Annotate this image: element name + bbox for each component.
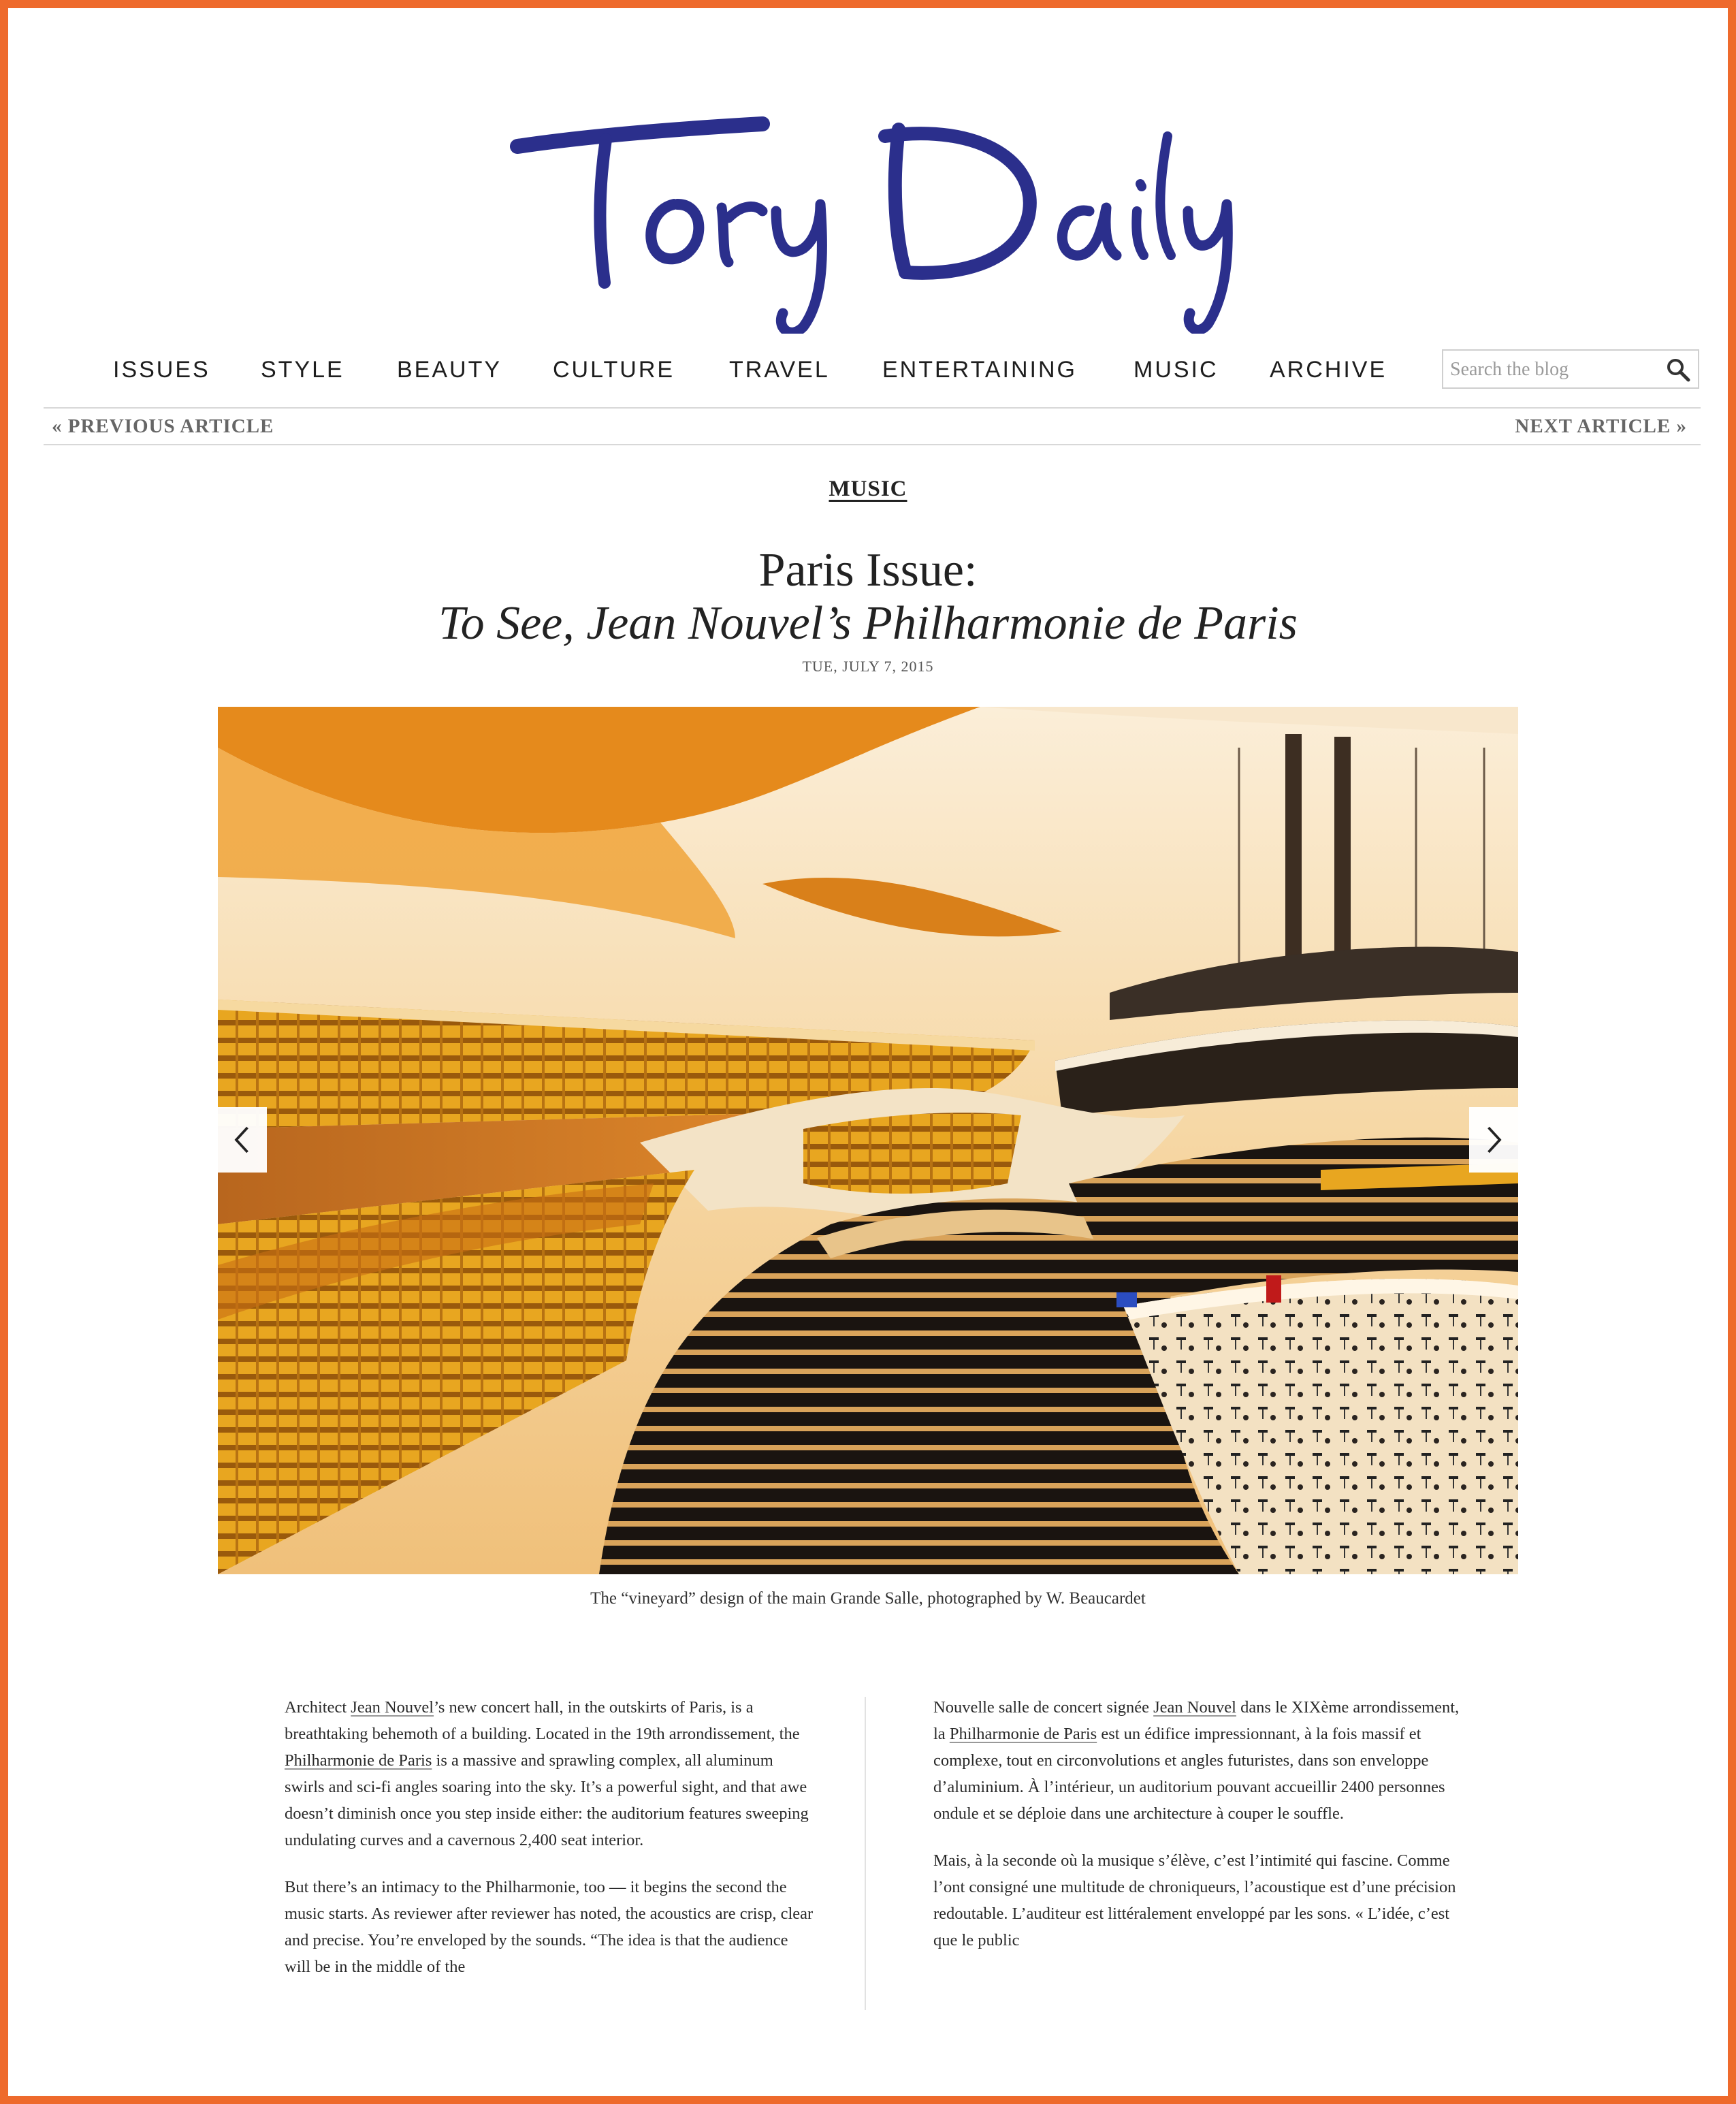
- nav-item-culture[interactable]: CULTURE: [553, 357, 675, 383]
- next-article-link[interactable]: NEXT ARTICLE »: [1515, 415, 1687, 437]
- nav-item-style[interactable]: STYLE: [261, 357, 344, 383]
- philharmonie-link-fr[interactable]: Philharmonie de Paris: [949, 1725, 1097, 1743]
- philharmonie-link[interactable]: Philharmonie de Paris: [285, 1751, 432, 1770]
- nav-item-archive[interactable]: ARCHIVE: [1270, 357, 1387, 383]
- jean-nouvel-link-fr[interactable]: Jean Nouvel: [1153, 1698, 1236, 1717]
- concert-hall-photo: [218, 707, 1518, 1574]
- article-title-line2: To See, Jean Nouvel’s Philharmonie de Paris: [438, 597, 1298, 650]
- article-body-french: [933, 1694, 1464, 1974]
- brand-logo[interactable]: [504, 109, 1239, 334]
- nav-item-beauty[interactable]: BEAUTY: [397, 357, 502, 383]
- chevron-right-icon: [1483, 1124, 1504, 1155]
- search-input[interactable]: [1443, 351, 1656, 389]
- french-paragraph-2: Mais, à la seconde où la musique s’élève, c’est l’intimité qui fascine. Comme l’ont consigné une multitude de chroniqueurs, l’acoustique est d’une précision redoutable. L’auditeur est littéralement enveloppé par les sons. « L’idée, c’est que le public: [933, 1851, 1456, 1949]
- english-paragraph-2: But there’s an intimacy to the Philharmonie, too — it begins the second the music starts. As reviewer after reviewer has noted, the acoustics are crisp, clear and precise. You’re enveloped by the sounds. “The idea is that the audience will be in the middle of the: [285, 1878, 814, 1976]
- search-icon[interactable]: [1665, 357, 1691, 383]
- hero-image: [218, 707, 1518, 1574]
- nav-item-entertaining[interactable]: ENTERTAINING: [882, 357, 1077, 383]
- divider-bottom: [44, 444, 1701, 445]
- article-title-line1: Paris Issue:: [758, 544, 978, 596]
- slider-prev-button[interactable]: [218, 1107, 267, 1173]
- nav-item-issues[interactable]: ISSUES: [113, 357, 210, 383]
- nav-item-music[interactable]: MUSIC: [1134, 357, 1219, 383]
- french-paragraph-1: Nouvelle salle de concert signée Jean Nouvel dans le XIXème arrondissement, la Philharmonie de Paris est un édifice impressionnant, à la fois massif et complexe, tout en circonvolutions et angles futuristes, dans son enveloppe d’aluminium. À l’intérieur, un auditorium pouvant accueillir 2400 personnes ondule et se déploie dans une architecture à couper le souffle.: [933, 1698, 1460, 1823]
- previous-article-link[interactable]: « PREVIOUS ARTICLE: [52, 415, 274, 437]
- english-paragraph-1: Architect Jean Nouvel’s new concert hall, in the outskirts of Paris, is a breathtaking behemoth of a building. Located in the 19th arrondissement, the Philharmonie de Paris is a massive and sprawling complex, all aluminum swirls and sci-fi angles soaring into the sky. It’s a powerful sight, and that awe doesn’t diminish once you step inside either: the auditorium features sweeping undulating curves and a cavernous 2,400 seat interior.: [285, 1698, 809, 1849]
- article-body-english: [285, 1694, 816, 2001]
- hero-caption: The “vineyard” design of the main Grande Salle, photographed by W. Beaucardet: [590, 1589, 1146, 1608]
- jean-nouvel-link[interactable]: Jean Nouvel: [351, 1698, 434, 1717]
- slider-next-button[interactable]: [1469, 1107, 1518, 1173]
- main-nav: [89, 346, 1409, 394]
- nav-item-travel[interactable]: TRAVEL: [729, 357, 830, 383]
- category-link[interactable]: MUSIC: [829, 477, 907, 501]
- article-date: TUE, JULY 7, 2015: [802, 658, 934, 675]
- search-box: [1442, 349, 1699, 389]
- logo-script-graphic: [504, 109, 1239, 334]
- article-category: [0, 477, 1736, 502]
- chevron-left-icon: [232, 1124, 253, 1155]
- column-divider: [865, 1697, 866, 2010]
- divider-top: [44, 407, 1701, 409]
